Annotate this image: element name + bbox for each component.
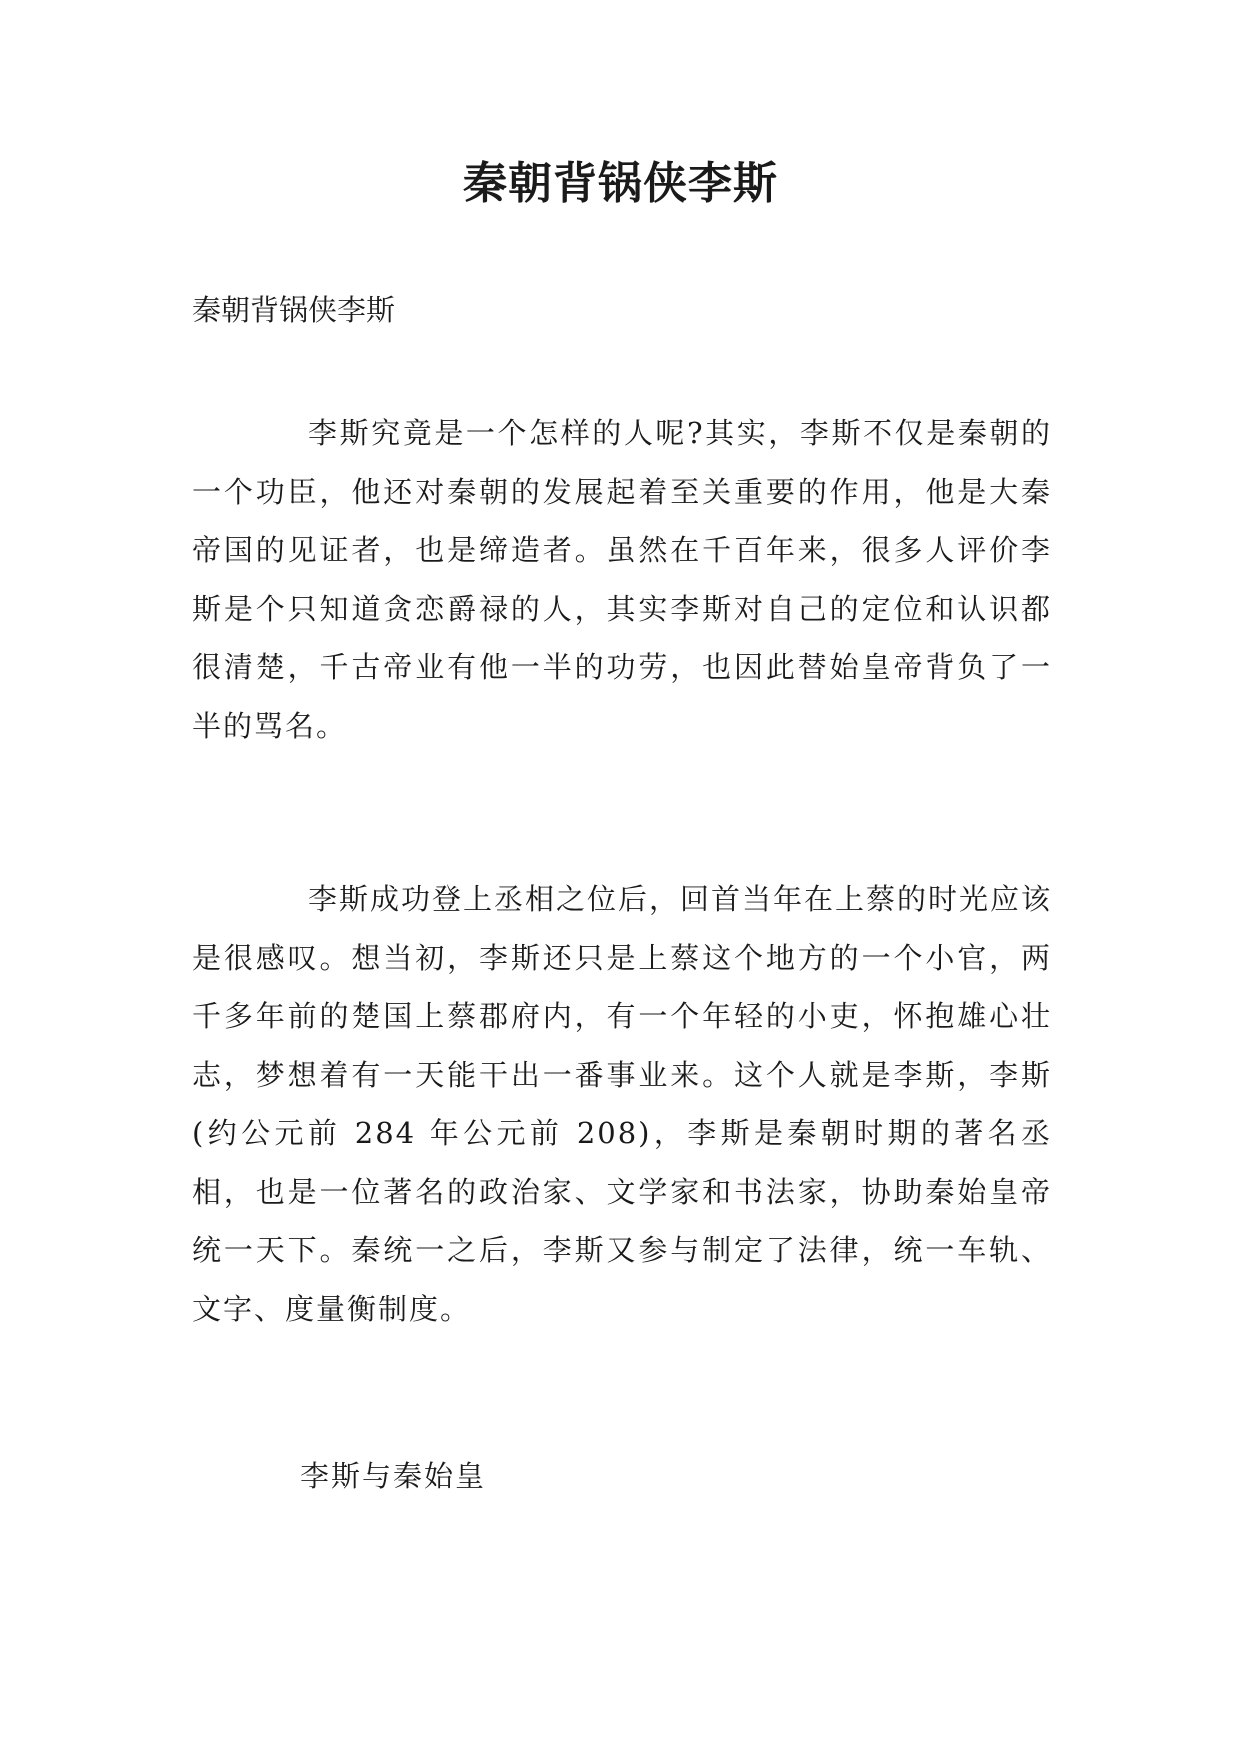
paragraph-1: 李斯究竟是一个怎样的人呢?其实，李斯不仅是秦朝的一个功臣，他还对秦朝的发展起着至关重要的作用，他是大秦帝国的见证者，也是缔造者。虽然在千百年来，很多人评价李斯是个只知道贪恋爵禄的人，其实李斯对自己的定位和认识都很清楚，千古帝业有他一半的功劳，也因此替始皇帝背负了一半的骂名。: [192, 416, 1052, 743]
paragraph-2: 李斯成功登上丞相之位后，回首当年在上蔡的时光应该是很感叹。想当初，李斯还只是上蔡这个地方的一个小官，两千多年前的楚国上蔡郡府内，有一个年轻的小吏，怀抱雄心壮志，梦想着有一天能干出一番事业来。这个人就是李斯，李斯(约公元前 284 年公元前 208)，李斯是秦朝时期的著名丞相，也是一位著名的政治家、文学家和书法家，协助秦始皇帝统一天下。秦统一之后，李斯又参与制定了法律，统一车轨、文字、度量衡制度。: [192, 882, 1053, 1326]
document-subtitle: 秦朝背锅侠李斯: [192, 293, 396, 327]
document-title: 秦朝背锅侠李斯: [463, 158, 778, 209]
section-heading: 李斯与秦始皇: [300, 1459, 487, 1493]
